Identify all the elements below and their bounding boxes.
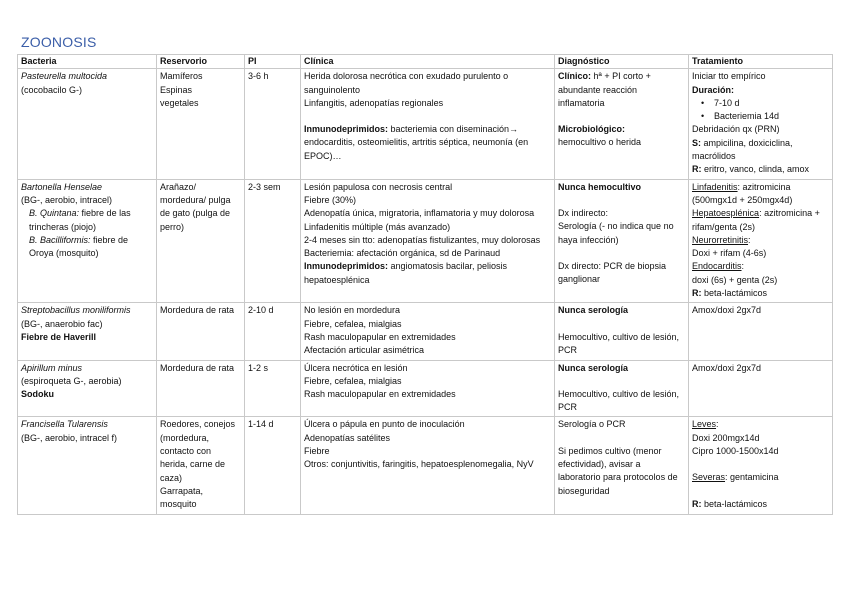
bacteria-line: Fiebre de Haverill — [21, 331, 97, 342]
cell-reservorio — [157, 303, 245, 360]
diagnostico-line: Dx directo: PCR de biopsia ganglionar — [558, 260, 667, 285]
diagnostico-line: hemocultivo o herida — [558, 137, 642, 148]
header-tratamiento: Tratamiento — [689, 55, 833, 69]
table-row — [18, 179, 833, 303]
cell-keyword: R: — [692, 498, 702, 509]
cell-keyword: Leves — [692, 419, 717, 430]
cell-keyword: Endocarditis — [692, 261, 742, 272]
cell-tratamiento — [689, 179, 833, 303]
cell-bacteria — [18, 179, 157, 303]
header-bacteria: Bacteria — [18, 55, 157, 69]
diagnostico-line: Clínico: hª + PI corto + abundante reacción inflamatoria — [558, 71, 651, 108]
clinica-line: Rash maculopapular en extremidades — [304, 331, 456, 342]
bacteria-line: (BG-, anaerobio fac) — [21, 318, 103, 329]
cell-bacteria — [18, 69, 157, 179]
tratamiento-line: Amox/doxi 2gx7d — [692, 305, 762, 316]
diagnostico-line — [558, 123, 685, 136]
tratamiento-line: Cipro 1000-1500x14d — [692, 446, 779, 457]
cell-keyword: Microbiológico: — [558, 124, 625, 135]
tratamiento-line: Leves: — [692, 419, 719, 430]
header-clinica: Clínica — [301, 55, 555, 69]
diagnostico-line: Hemocultivo, cultivo de lesión, PCR — [558, 331, 680, 355]
bacteria-line: (BG-, aerobio, intracel) — [21, 194, 113, 205]
cell-pi — [245, 303, 301, 360]
cell-pi — [245, 417, 301, 514]
diagnostico-line: Nunca hemocultivo — [558, 181, 642, 192]
tratamiento-line: Neurorretinitis: — [692, 234, 751, 245]
bacteria-line: Pasteurella multocida — [21, 71, 108, 82]
diagnostico-line: Hemocultivo, cultivo de lesión, PCR — [558, 388, 680, 413]
tratamiento-line: R: eritro, vanco, clinda, amox — [692, 164, 810, 175]
diagnostico-line: Serología o PCR — [558, 419, 626, 430]
tratamiento-line: • 7-10 d — [692, 97, 829, 110]
bacteria-line: (cocobacilo G-) — [21, 84, 83, 95]
table-row — [18, 69, 833, 179]
cell-pi — [245, 360, 301, 417]
pi-line: 2-10 d — [248, 305, 274, 316]
diagnostico-line — [558, 110, 685, 123]
cell-tratamiento — [689, 360, 833, 417]
reservorio-line: Mamíferos — [160, 71, 203, 82]
clinica-line: Lesión papulosa con necrosis central — [304, 181, 453, 192]
tratamiento-line: Severas: gentamicina — [692, 472, 779, 483]
cell-keyword: Clínico: — [558, 71, 591, 82]
cell-clinica — [301, 303, 555, 360]
cell-bacteria — [18, 360, 157, 417]
pi-line: 1-14 d — [248, 419, 274, 430]
cell-tratamiento — [689, 303, 833, 360]
bacteria-line: (BG-, aerobio, intracel f) — [21, 432, 118, 443]
page-title: ZOONOSIS — [21, 34, 97, 50]
cell-reservorio — [157, 360, 245, 417]
clinica-line: Úlcera o pápula en punto de inoculación — [304, 419, 465, 430]
cell-diagnostico — [555, 360, 689, 417]
tratamiento-line: R: beta-lactámicos — [692, 498, 768, 509]
cell-keyword: B. Bacilliformis: — [29, 234, 91, 245]
clinica-line: No lesión en mordedura — [304, 305, 401, 316]
zoonosis-table — [17, 54, 833, 515]
bacteria-line: Francisella Tularensis — [21, 419, 108, 430]
cell-clinica — [301, 417, 555, 514]
clinica-line: Adenopatías satélites — [304, 432, 391, 443]
table-body — [18, 69, 833, 514]
cell-bacteria — [18, 303, 157, 360]
cell-reservorio — [157, 179, 245, 303]
reservorio-line: vegetales — [160, 97, 199, 108]
clinica-line: Fiebre, cefalea, mialgias — [304, 318, 402, 329]
reservorio-line: Mordedura de rata — [160, 305, 235, 316]
clinica-line: Afectación articular asimétrica — [304, 345, 425, 356]
clinica-line: Linfadenitis múltiple (más avanzado) — [304, 221, 451, 232]
cell-keyword: Linfadenitis — [692, 181, 738, 192]
tratamiento-line: Amox/doxi 2gx7d — [692, 362, 762, 373]
tratamiento-line: Doxi + rifam (4-6s) — [692, 248, 767, 259]
pi-line: 3-6 h — [248, 71, 269, 82]
cell-keyword: Severas — [692, 472, 726, 483]
diagnostico-line: Si pedimos cultivo (menor efectividad), avisar a laboratorio para protocolos de bioseguridad — [558, 445, 678, 496]
reservorio-line: Mordedura de rata — [160, 362, 235, 373]
reservorio-line: Arañazo/ mordedura/ pulga de gato (pulga de perro) — [160, 181, 231, 232]
tratamiento-line: Hepatoesplénica: azitromicina + rifam/genta (2s) — [692, 208, 820, 232]
bacteria-line: (espiroqueta G-, aerobia) — [21, 375, 122, 386]
cell-keyword: R: — [692, 288, 702, 299]
cell-keyword: Inmunodeprimidos: — [304, 124, 388, 135]
tratamiento-line: • Bacteriemia 14d — [692, 110, 829, 123]
header-pi: PI — [245, 55, 301, 69]
clinica-line: Adenopatía única, migratoria, inflamatoria y muy dolorosa — [304, 208, 535, 219]
header-row — [18, 55, 833, 69]
bacteria-line: Apirillum minus — [21, 362, 83, 373]
clinica-line: Úlcera necrótica en lesión — [304, 362, 408, 373]
diagnostico-line — [558, 318, 685, 331]
clinica-line: Herida dolorosa necrótica con exudado purulento o sanguinolento — [304, 71, 509, 95]
cell-diagnostico — [555, 179, 689, 303]
table-row — [18, 303, 833, 360]
bacteria-line: Sodoku — [21, 389, 54, 400]
bacteria-line: B. Quintana: fiebre de las trincheras (piojo) — [29, 208, 131, 232]
clinica-line — [304, 110, 551, 123]
cell-tratamiento — [689, 417, 833, 514]
clinica-line: Linfangitis, adenopatías regionales — [304, 97, 444, 108]
diagnostico-line: Dx indirecto: — [558, 207, 609, 218]
clinica-line: Otros: conjuntivitis, faringitis, hepatoesplenomegalia, NyV — [304, 459, 534, 470]
tratamiento-line: Doxi 200mgx14d — [692, 432, 760, 443]
diagnostico-line — [558, 247, 685, 260]
tratamiento-line: Debridación qx (PRN) — [692, 124, 780, 135]
cell-tratamiento — [689, 69, 833, 179]
diagnostico-line — [558, 432, 685, 445]
clinica-line: 2-4 meses sin tto: adenopatías fistulizantes, muy dolorosas — [304, 234, 541, 245]
clinica-line: Fiebre — [304, 446, 330, 457]
tratamiento-line — [692, 458, 829, 471]
tratamiento-line: Iniciar tto empírico — [692, 71, 766, 82]
cell-pi — [245, 69, 301, 179]
diagnostico-line: Serología (- no indica que no haya infección) — [558, 221, 674, 245]
cell-keyword: Inmunodeprimidos: — [304, 261, 388, 272]
diagnostico-line — [558, 375, 685, 388]
table-row — [18, 417, 833, 514]
header-diagnostico: Diagnóstico — [555, 55, 689, 69]
cell-diagnostico — [555, 417, 689, 514]
clinica-line: Rash maculopapular en extremidades — [304, 389, 456, 400]
bacteria-line: B. Bacilliformis: fiebre de Oroya (mosquito) — [29, 234, 129, 259]
clinica-line: Inmunodeprimidos: bacteriemia con diseminación→ endocarditis, osteomielitis, artritis séptica, neumonía (en EPOC)… — [304, 124, 529, 161]
cell-clinica — [301, 360, 555, 417]
cell-clinica — [301, 179, 555, 303]
tratamiento-line: R: beta-lactámicos — [692, 288, 768, 299]
reservorio-line: Garrapata, mosquito — [160, 485, 204, 510]
cell-keyword: S: — [692, 137, 701, 148]
cell-bacteria — [18, 417, 157, 514]
clinica-line: Fiebre, cefalea, mialgias — [304, 375, 402, 386]
tratamiento-line: Linfadenitis: azitromicina (500mgx1d + 250mgx4d) — [692, 181, 793, 205]
bacteria-line: Streptobacillus moniliformis — [21, 305, 131, 316]
reservorio-line: Espinas — [160, 84, 193, 95]
diagnostico-line: Nunca serología — [558, 305, 629, 316]
reservorio-line: Roedores, conejos (mordedura, contacto con herida, carne de caza) — [160, 419, 236, 483]
table-row — [18, 360, 833, 417]
clinica-line: Inmunodeprimidos: angiomatosis bacilar, peliosis hepatoesplénica — [304, 261, 508, 285]
cell-keyword: B. Quintana: — [29, 208, 80, 219]
clinica-line: Fiebre (30%) — [304, 194, 357, 205]
pi-line: 2-3 sem — [248, 181, 281, 192]
bacteria-line: Bartonella Henselae — [21, 181, 103, 192]
tratamiento-line — [692, 485, 829, 498]
cell-reservorio — [157, 417, 245, 514]
cell-keyword: Hepatoesplénica — [692, 208, 760, 219]
tratamiento-line: S: ampicilina, doxiciclina, macrólidos — [692, 137, 793, 162]
clinica-line: Bacteriemia: afectación orgánica, sd de Parinaud — [304, 248, 501, 259]
cell-keyword: R: — [692, 164, 702, 175]
cell-pi — [245, 179, 301, 303]
cell-keyword: Neurorretinitis — [692, 234, 749, 245]
cell-diagnostico — [555, 303, 689, 360]
header-reservorio: Reservorio — [157, 55, 245, 69]
diagnostico-line: Nunca serología — [558, 362, 629, 373]
tratamiento-line: doxi (6s) + genta (2s) — [692, 274, 778, 285]
tratamiento-line: Duración: — [692, 84, 735, 95]
cell-reservorio — [157, 69, 245, 179]
cell-clinica — [301, 69, 555, 179]
pi-line: 1-2 s — [248, 362, 269, 373]
tratamiento-line: Endocarditis: — [692, 261, 745, 272]
diagnostico-line — [558, 194, 685, 207]
cell-diagnostico — [555, 69, 689, 179]
